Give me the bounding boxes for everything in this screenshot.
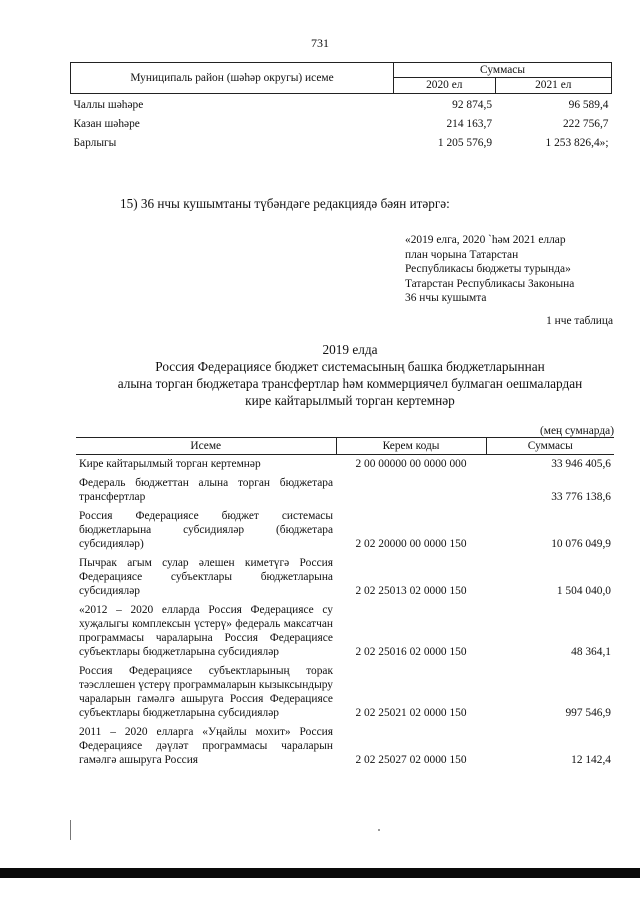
reference-line: 36 нчы кушымта: [405, 292, 487, 304]
table-row: [71, 115, 612, 134]
table-row: [76, 723, 614, 770]
column-header-2021: 2021 ел: [495, 78, 611, 93]
reference-line: Республикасы бюджеты турында»: [405, 263, 571, 275]
row-code: 2 02 25027 02 0000 150: [355, 754, 467, 767]
table-row: [76, 474, 614, 507]
column-group-sum: Суммасы: [394, 63, 612, 78]
heading-line: Россия Федерациясе бюджет системасының башка бюджетларыннан: [155, 359, 545, 374]
row-name: Федераль бюджеттан алына торган бюджетара трансфертлар: [79, 477, 333, 504]
column-header-2020: 2020 ел: [394, 78, 496, 93]
scan-speck: [378, 829, 380, 831]
table-heading: [60, 341, 640, 409]
heading-line: алына торган бюджетара трансфертлар һәм коммерциячел булмаган оешмалардан: [117, 376, 583, 391]
annex-reference: [405, 233, 615, 306]
row-amount: 33 776 138,6: [551, 491, 611, 504]
table-row: [76, 554, 614, 601]
reference-line: «2019 елга, 2020 `һәм 2021 еллар: [405, 234, 566, 246]
row-name: «2012 – 2020 елларда Россия Федерациясе су хуҗалыгы комплексын үстерү» федераль максатчан программасы чараларына Россия Федерациясе субъектлары бюджетларына субсидияләр: [79, 604, 333, 659]
table-row: [76, 507, 614, 554]
row-value-2020: 214 163,7: [446, 117, 493, 130]
column-header-code: Керем коды: [336, 438, 486, 455]
page-number: 731: [311, 36, 329, 50]
row-code: 2 02 25016 02 0000 150: [355, 646, 467, 659]
column-header-name: Исеме: [76, 438, 336, 455]
row-value-2020: 92 874,5: [452, 98, 493, 111]
row-name: Казан шәһәре: [73, 117, 140, 130]
heading-year: 2019 елда: [322, 342, 378, 357]
row-name: 2011 – 2020 елларга «Уңайлы мохит» Россия Федерациясе дәүләт программасы чараларын гамәлгә ашыруга Россия: [79, 726, 333, 767]
unit-note: (мең сумнарда): [540, 425, 614, 437]
row-amount: 997 546,9: [565, 707, 611, 720]
row-value-2020: 1 205 576,9: [437, 136, 493, 149]
row-name: Чаллы шәһәре: [73, 98, 144, 111]
table-row: [76, 455, 614, 475]
municipal-sum-table: [70, 62, 612, 153]
column-header-name: Муниципаль район (шәһәр округы) исеме: [71, 63, 394, 94]
row-amount: 48 364,1: [571, 646, 611, 659]
revenue-table: [76, 437, 614, 770]
amendment-point: 15) 36 нчы кушымтаны түбәндәге редакциядә бәян итәргә:: [120, 196, 450, 211]
row-name: Пычрак агым сулар әлешен киметүгә Россия Федерациясе субъектлары бюджетларына субсидияләр: [79, 557, 333, 598]
row-amount: 33 946 405,6: [551, 458, 611, 471]
row-amount: 10 076 049,9: [551, 538, 611, 551]
row-code: 2 02 25021 02 0000 150: [355, 707, 467, 720]
row-code: 2 00 00000 00 0000 000: [355, 458, 467, 471]
row-code: [336, 474, 486, 507]
row-amount: 1 504 040,0: [556, 585, 611, 598]
row-name: Кире кайтарылмый торган кертемнәр: [79, 458, 261, 471]
column-header-amount: Суммасы: [486, 438, 614, 455]
row-name: Россия Федерациясе субъектларының торак тәэсллешен үстерү программаларын кызыксындыру чараларын гамәлгә ашыруга Россия Федерациясе субъектлары бюджетларына субсидияләр: [79, 665, 333, 720]
row-value-2021: 1 253 826,4»;: [545, 136, 609, 149]
row-value-2021: 96 589,4: [568, 98, 609, 111]
table-row: [71, 93, 612, 115]
row-name: Барлыгы: [73, 136, 117, 149]
scan-bottom-edge: [0, 868, 640, 878]
table-row: [76, 601, 614, 662]
row-amount: 12 142,4: [571, 754, 611, 767]
row-value-2021: 222 756,7: [562, 117, 609, 130]
reference-line: Татарстан Республикасы Законына: [405, 277, 575, 290]
table-row: [76, 662, 614, 723]
table-label: 1 нче таблица: [546, 315, 613, 327]
row-code: 2 02 20000 00 0000 150: [355, 538, 467, 551]
table-row: [71, 134, 612, 153]
reference-line: план чорына Татарстан: [405, 248, 519, 261]
scan-margin-mark: [70, 820, 71, 840]
row-code: 2 02 25013 02 0000 150: [355, 585, 467, 598]
heading-line: кире кайтарылмый торган кертемнәр: [245, 393, 455, 408]
row-name: Россия Федерациясе бюджет системасы бюджетларына субсидияләр (бюджетара субсидияләр): [79, 510, 333, 551]
